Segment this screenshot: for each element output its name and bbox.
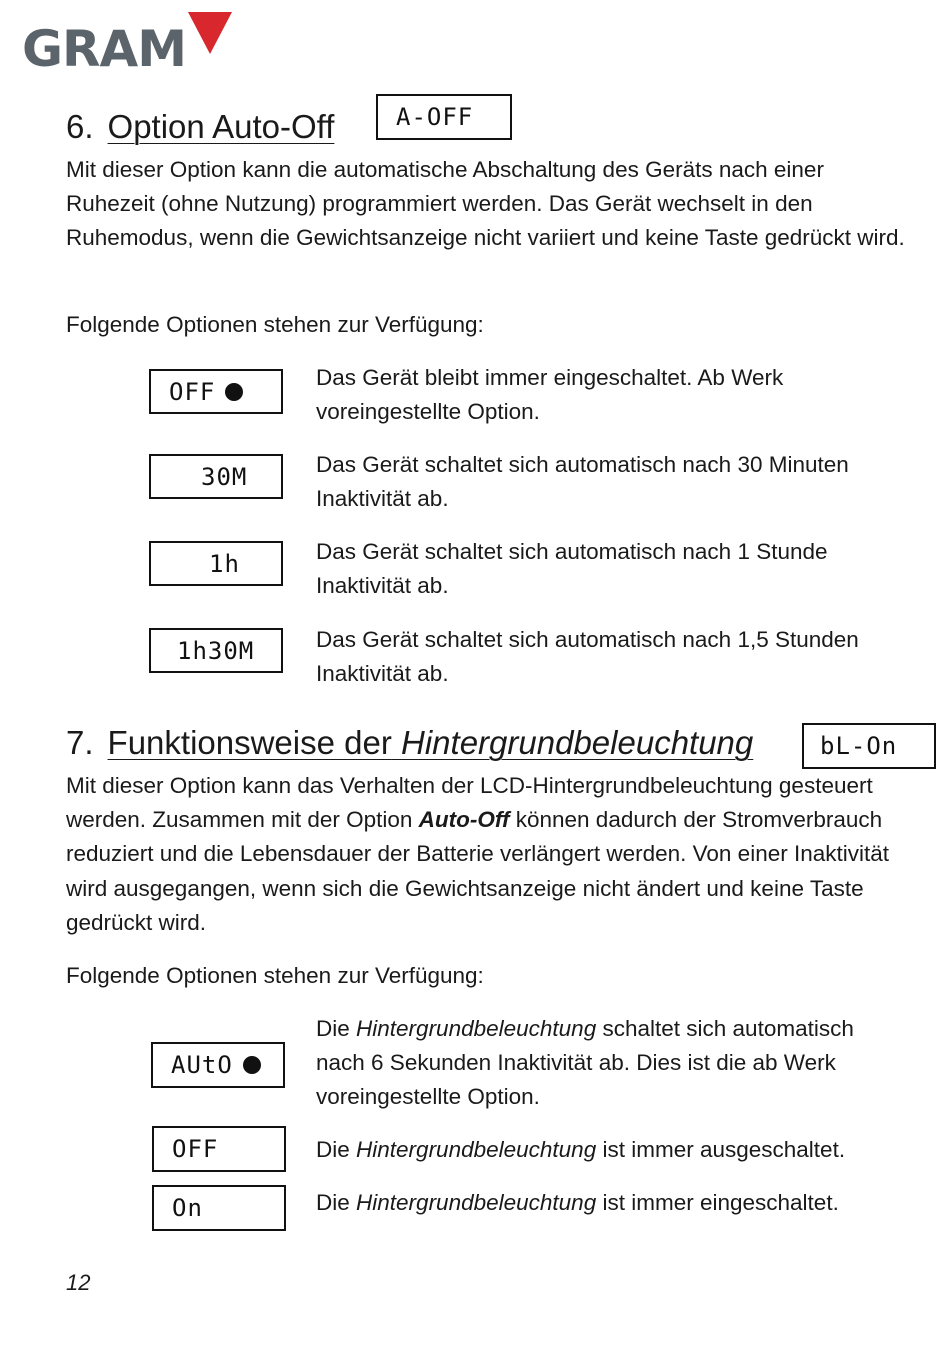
lcd-option-off: OFF [152, 1126, 286, 1172]
section-number: 7. [66, 724, 94, 761]
section-7-intro: Mit dieser Option kann das Verhalten der LCD-Hintergrundbeleuchtung gesteuert werden. Zusammen mit der Option Auto-Off können dadurch der Stromverbrauch reduziert und die Lebensdauer der Batterie verlängert werden. Von einer Inaktivität wird ausgegangen, wenn sich die Gewichtsanzeige nicht ändert und keine Taste gedrückt wird. [66, 773, 890, 935]
lcd-option-1h: 1h [149, 541, 283, 586]
lcd-code-bl-on: bL-On [802, 723, 936, 769]
lcd-code-a-off: A-OFF [376, 94, 512, 140]
section-title: Funktionsweise der Hintergrundbeleuchtung [107, 724, 754, 761]
section-6-options-label: Folgende Optionen stehen zur Verfügung: [66, 312, 484, 337]
section-number: 6. [66, 108, 94, 145]
lcd-option-1h30m: 1h30M [149, 628, 283, 673]
lcd-option-30m: 30M [149, 454, 283, 499]
option-desc: Das Gerät schaltet sich automatisch nach 30 Minuten Inaktivität ab. [316, 452, 849, 512]
default-indicator-icon [225, 383, 243, 401]
section-title: Option Auto-Off [107, 108, 335, 145]
section-7-options-label: Folgende Optionen stehen zur Verfügung: [66, 963, 484, 988]
option-desc: Das Gerät schaltet sich automatisch nach 1 Stunde Inaktivität ab. [316, 539, 828, 599]
lcd-option-off: OFF [149, 369, 283, 414]
page-number: 12 [66, 1270, 91, 1295]
option-desc: Das Gerät bleibt immer eingeschaltet. Ab Werk voreingestellte Option. [316, 365, 784, 425]
section-6-heading [66, 108, 334, 146]
logo-triangle-icon [188, 12, 232, 54]
lcd-option-auto: AUtO [151, 1042, 285, 1088]
logo-wordmark: GRAM [22, 20, 186, 72]
lcd-option-on: On [152, 1185, 286, 1231]
option-desc: Die Hintergrundbeleuchtung ist immer eingeschaltet. [316, 1190, 839, 1215]
option-desc: Die Hintergrundbeleuchtung schaltet sich automatisch nach 6 Sekunden Inaktivität ab. Dies ist die ab Werk voreingestellte Option. [316, 1016, 854, 1110]
gram-logo [22, 8, 234, 72]
option-desc: Das Gerät schaltet sich automatisch nach 1,5 Stunden Inaktivität ab. [316, 627, 859, 687]
default-indicator-icon [243, 1056, 261, 1074]
section-7-heading [66, 724, 753, 762]
option-desc: Die Hintergrundbeleuchtung ist immer ausgeschaltet. [316, 1137, 846, 1162]
section-6-intro: Mit dieser Option kann die automatische Abschaltung des Geräts nach einer Ruhezeit (ohne Nutzung) programmiert werden. Das Gerät wechselt in den Ruhemodus, wenn die Gewichtsanzeige nicht variiert und keine Taste gedrückt wird. [66, 157, 905, 251]
